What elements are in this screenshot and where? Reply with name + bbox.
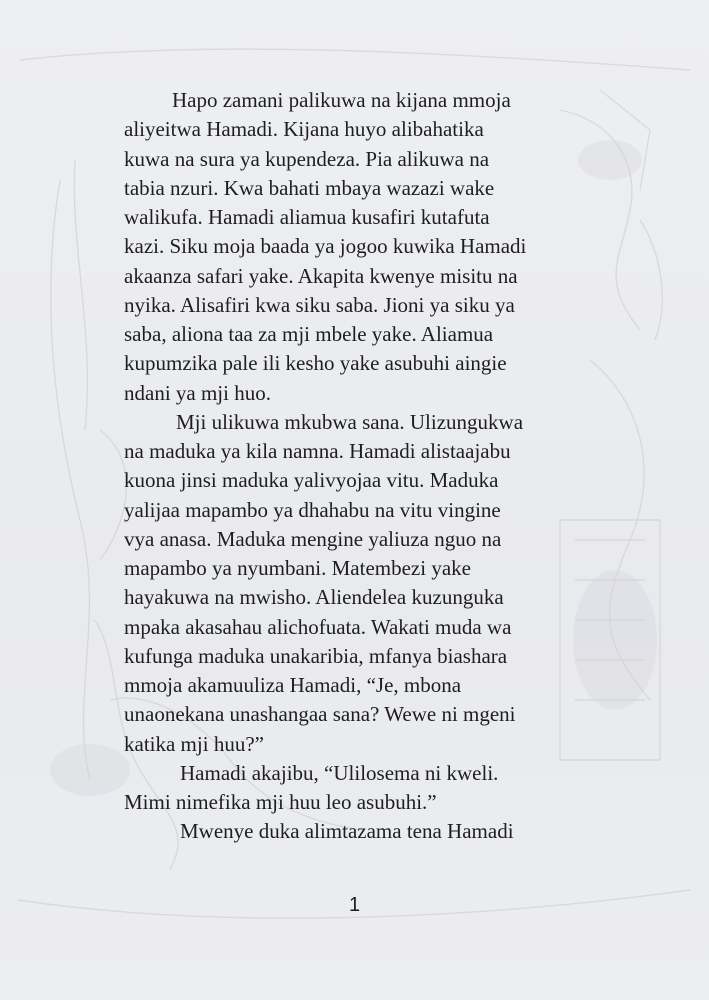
text-line: Mwenye duka alimtazama tena Hamadi [180,819,514,844]
text-line: kazi. Siku moja baada ya jogoo kuwika Hamadi [124,234,527,259]
text-line: saba, aliona taa za mji mbele yake. Aliamua [124,322,494,346]
text-line: Mimi nimefika mji huu leo asubuhi.” [124,790,437,814]
text-line: na maduka ya kila namna. Hamadi alistaajabu [124,439,511,463]
text-line: kuona jinsi maduka yalivyojaa vitu. Maduka [124,468,499,493]
text-line: mapambo ya nyumbani. Matembezi yake [124,556,471,580]
text-line: unaonekana unashangaa sana? Wewe ni mgeni [124,702,516,727]
text-line: hayakuwa na mwisho. Aliendelea kuzunguka [124,585,504,610]
page-number: 1 [348,894,361,916]
text-line: mmoja akamuuliza Hamadi, “Je, mbona [124,673,462,697]
text-line: tabia nzuri. Kwa bahati mbaya wazazi wake [124,175,495,200]
story-text [124,86,594,847]
text-line: Mji ulikuwa mkubwa sana. Ulizungukwa [176,409,524,434]
text-line: Hapo zamani palikuwa na kijana mmoja [172,88,511,112]
text-line: kupumzika pale ili kesho yake asubuhi aingie [124,351,507,376]
text-line: akaanza safari yake. Akapita kwenye misitu na [124,263,518,288]
text-line: vya anasa. Maduka mengine yaliuza nguo na [124,526,502,551]
text-line: kuwa na sura ya kupendeza. Pia alikuwa na [124,146,490,171]
text-line: kufunga maduka unakaribia, mfanya biashara [124,643,508,668]
text-line: yalijaa mapambo ya dhahabu na vitu vingine [124,497,501,522]
text-line: mpaka akasahau alichofuata. Wakati muda wa [124,614,512,639]
text-line: katika mji huu?” [124,731,264,756]
text-line: aliyeitwa Hamadi. Kijana huyo alibahatika [124,117,484,142]
text-line: Hamadi akajibu, “Ulilosema ni kweli. [180,760,499,785]
text-line: nyika. Alisafiri kwa siku saba. Jioni ya siku ya [124,292,515,317]
text-line: ndani ya mji huo. [124,380,271,405]
text-line: walikufa. Hamadi aliamua kusafiri kutafuta [124,205,490,229]
